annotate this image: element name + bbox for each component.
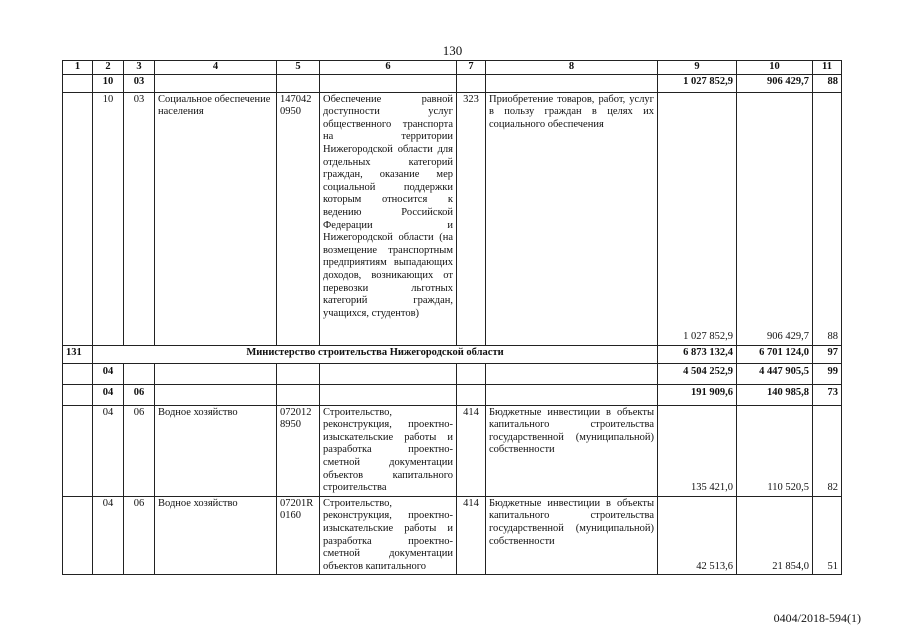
header-cell: 1 <box>63 61 93 75</box>
cell-empty <box>457 384 486 405</box>
section-total-row <box>63 363 842 384</box>
cell-empty <box>124 363 155 384</box>
cell-empty <box>486 74 658 92</box>
table-row <box>63 496 842 575</box>
cell-subsection: 06 <box>124 496 155 575</box>
cell-approved-amount: 4 504 252,9 <box>658 363 737 384</box>
cell-subsection: 06 <box>124 405 155 496</box>
cell-approved-amount: 191 909,6 <box>658 384 737 405</box>
header-cell: 10 <box>737 61 813 75</box>
page-number: 130 <box>442 43 463 58</box>
cell-empty <box>277 74 320 92</box>
cell-executed-amount: 21 854,0 <box>737 496 813 575</box>
table-row <box>63 92 842 345</box>
cell-target-article: 072012 8950 <box>277 405 320 496</box>
cell-approved-amount: 135 421,0 <box>658 405 737 496</box>
cell-section: 04 <box>93 384 124 405</box>
cell-executed-amount: 140 985,8 <box>737 384 813 405</box>
subsection-total-row <box>63 384 842 405</box>
cell-percent: 73 <box>813 384 842 405</box>
header-cell: 8 <box>486 61 658 75</box>
cell-section: 04 <box>93 363 124 384</box>
cell-target-article: 147042 0950 <box>277 92 320 345</box>
cell-percent: 82 <box>813 405 842 496</box>
cell-expense-type: 414 <box>457 496 486 575</box>
header-cell: 3 <box>124 61 155 75</box>
cell-empty <box>63 363 93 384</box>
subsection-total-row <box>63 74 842 92</box>
cell-percent: 97 <box>813 345 842 363</box>
cell-empty <box>277 384 320 405</box>
budget-table <box>62 60 842 575</box>
cell-empty <box>155 74 277 92</box>
header-cell: 6 <box>320 61 457 75</box>
cell-article-name: Строительство, реконструкция, проектно-изыскательские работы и разработка проектно-сметной документации объектов капитального <box>320 496 457 575</box>
cell-section: 04 <box>93 405 124 496</box>
cell-empty <box>486 384 658 405</box>
cell-empty <box>155 384 277 405</box>
cell-expense-type-name: Приобретение товаров, работ, услуг в пользу граждан в целях их социального обеспечения <box>486 92 658 345</box>
cell-empty <box>63 74 93 92</box>
cell-ministry-code: 131 <box>63 345 93 363</box>
header-cell: 11 <box>813 61 842 75</box>
header-cell: 9 <box>658 61 737 75</box>
cell-subsection-name: Водное хозяйство <box>155 496 277 575</box>
cell-empty <box>320 384 457 405</box>
cell-section: 10 <box>93 74 124 92</box>
cell-percent: 99 <box>813 363 842 384</box>
cell-executed-amount: 6 701 124,0 <box>737 345 813 363</box>
cell-article-name: Обеспечение равной доступности услуг общественного транспорта на территории Нижегородской области для отдельных категорий граждан, оказание мер социальной поддержки которым относится к ведению Российской Федерации и Нижегородской области (на возмещение транспортным предприятиям выпадающих доходов, возникающих от перевозки льготных категорий граждан, учащихся, студентов) <box>320 92 457 345</box>
cell-empty <box>457 74 486 92</box>
cell-expense-type-name: Бюджетные инвестиции в объекты капитального строительства государственной (муниципальной) собственности <box>486 405 658 496</box>
cell-executed-amount: 906 429,7 <box>737 92 813 345</box>
cell-approved-amount: 1 027 852,9 <box>658 92 737 345</box>
cell-empty <box>277 363 320 384</box>
cell-subsection-name: Водное хозяйство <box>155 405 277 496</box>
header-cell: 5 <box>277 61 320 75</box>
cell-executed-amount: 110 520,5 <box>737 405 813 496</box>
header-row <box>63 61 842 75</box>
cell-percent: 88 <box>813 74 842 92</box>
cell-subsection-name: Социальное обеспечение населения <box>155 92 277 345</box>
cell-empty <box>63 496 93 575</box>
document-code: 0404/2018-594(1) <box>773 611 861 625</box>
cell-ministry-title: Министерство строительства Нижегородской области <box>93 345 658 363</box>
cell-empty <box>155 363 277 384</box>
cell-empty <box>63 384 93 405</box>
cell-section: 10 <box>93 92 124 345</box>
cell-percent: 88 <box>813 92 842 345</box>
cell-section: 04 <box>93 496 124 575</box>
ministry-total-row <box>63 345 842 363</box>
cell-expense-type-name: Бюджетные инвестиции в объекты капитального строительства государственной (муниципальной) собственности <box>486 496 658 575</box>
cell-article-name: Строительство, реконструкция, проектно-изыскательские работы и разработка проектно-сметной документации объектов капитального строительства <box>320 405 457 496</box>
cell-empty <box>457 363 486 384</box>
cell-empty <box>63 92 93 345</box>
cell-approved-amount: 6 873 132,4 <box>658 345 737 363</box>
cell-empty <box>320 363 457 384</box>
cell-subsection: 03 <box>124 92 155 345</box>
header-cell: 4 <box>155 61 277 75</box>
cell-executed-amount: 4 447 905,5 <box>737 363 813 384</box>
cell-approved-amount: 42 513,6 <box>658 496 737 575</box>
cell-expense-type: 414 <box>457 405 486 496</box>
header-cell: 2 <box>93 61 124 75</box>
cell-target-article: 07201R 0160 <box>277 496 320 575</box>
cell-executed-amount: 906 429,7 <box>737 74 813 92</box>
cell-empty <box>320 74 457 92</box>
cell-subsection: 03 <box>124 74 155 92</box>
cell-empty <box>486 363 658 384</box>
cell-expense-type: 323 <box>457 92 486 345</box>
cell-approved-amount: 1 027 852,9 <box>658 74 737 92</box>
header-cell: 7 <box>457 61 486 75</box>
cell-empty <box>63 405 93 496</box>
cell-subsection: 06 <box>124 384 155 405</box>
cell-percent: 51 <box>813 496 842 575</box>
table-row <box>63 405 842 496</box>
